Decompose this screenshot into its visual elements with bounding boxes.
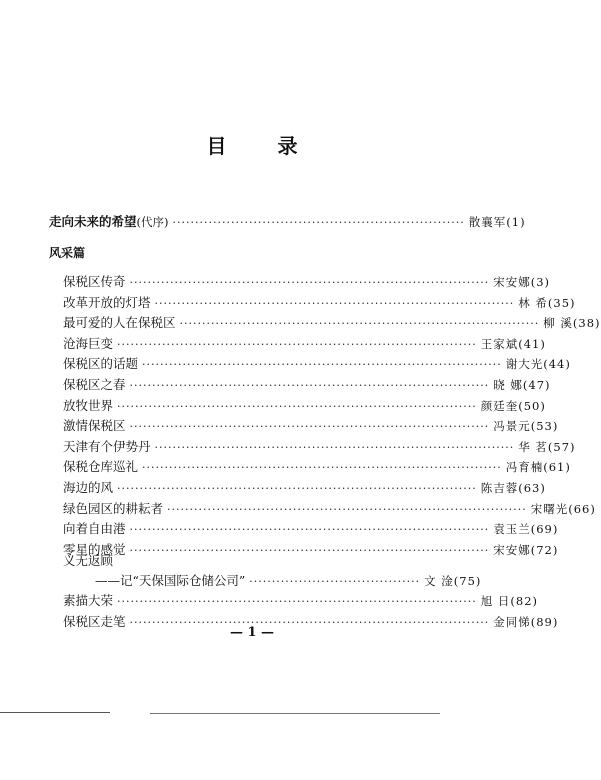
toc-entry bbox=[63, 416, 559, 434]
entry-author: 颜廷奎(50) bbox=[480, 398, 546, 413]
toc-entry bbox=[63, 272, 551, 290]
preface-author: 散襄军(1) bbox=[468, 215, 526, 229]
entry-author: 华 茗(57) bbox=[518, 439, 576, 454]
leader-dots: ················································································ bbox=[142, 461, 502, 475]
entry-title: 海边的风 bbox=[63, 480, 114, 495]
preface-title: 走向未来的希望 bbox=[49, 214, 137, 229]
special-entry-subtitle: ——记“天保国际仓储公司” bbox=[95, 573, 246, 588]
leader-dots: ················································································ bbox=[142, 358, 502, 372]
leader-dots: ················································································ bbox=[129, 276, 490, 289]
entry-author: 陈吉蓉(63) bbox=[480, 481, 546, 495]
entry-title: 保税区之春 bbox=[63, 377, 126, 392]
toc-preface bbox=[49, 212, 526, 230]
entry-title: 零星的感觉 bbox=[63, 541, 126, 557]
leader-dots: ················································································ bbox=[117, 337, 477, 351]
toc-entry bbox=[63, 375, 551, 393]
leader-dots: ················································································ bbox=[154, 440, 515, 454]
entry-author: 金同悌(89) bbox=[493, 614, 559, 629]
entry-author: 冯育楠(61) bbox=[505, 460, 571, 475]
leader-dots: ················································································ bbox=[179, 317, 540, 331]
toc-entry bbox=[63, 457, 571, 475]
entry-title: 保税区传奇 bbox=[63, 274, 126, 289]
toc-entry bbox=[63, 540, 559, 558]
toc-entry bbox=[63, 313, 601, 331]
leader-dots: ················································································ bbox=[129, 379, 490, 392]
entry-title: 绿色园区的耕耘者 bbox=[63, 500, 164, 516]
leader-dots: ················································································ bbox=[117, 595, 477, 608]
leader-dots: ················································································ bbox=[129, 420, 490, 434]
leader-dots: ················································································ bbox=[129, 615, 490, 629]
entry-author: 柳 溪(38) bbox=[543, 316, 601, 331]
toc-entry bbox=[63, 478, 546, 496]
leader-dots: ················································································ bbox=[154, 296, 515, 310]
toc-entry bbox=[63, 499, 596, 517]
entry-author: 冯景元(53) bbox=[493, 419, 559, 434]
entry-title: 放牧世界 bbox=[63, 397, 114, 413]
leader-dots: ······································ bbox=[249, 575, 421, 588]
entry-author: 旭 日(82) bbox=[480, 594, 539, 608]
scan-artifact-line bbox=[0, 712, 110, 713]
page-number: — 1 — bbox=[229, 625, 275, 640]
entry-author: 晓 娜(47) bbox=[493, 378, 551, 392]
leader-dots: ················································································ bbox=[129, 543, 490, 557]
entry-author: 袁玉兰(69) bbox=[493, 522, 559, 537]
entry-title: 最可爱的人在保税区 bbox=[63, 315, 176, 331]
toc-entry bbox=[63, 437, 576, 455]
toc-entry bbox=[63, 396, 546, 414]
entry-author: 林 希(35) bbox=[518, 295, 576, 310]
toc-entry bbox=[63, 591, 539, 609]
leader-dots: ················································································ bbox=[167, 502, 527, 516]
special-entry-author: 文 淦(75) bbox=[424, 574, 482, 588]
entry-title: 天津有个伊势丹 bbox=[63, 438, 151, 454]
entry-author: 谢大光(44) bbox=[505, 357, 571, 372]
entry-author: 宋安娜(72) bbox=[493, 542, 559, 557]
special-entry-title: 义无返顾 bbox=[63, 553, 114, 568]
leader-dots: ································································· bbox=[172, 216, 465, 229]
entry-title: 向着自由港 bbox=[63, 521, 126, 537]
toc-entry bbox=[63, 293, 576, 311]
entry-title: 激情保税区 bbox=[63, 418, 126, 434]
entry-title: 保税仓库巡礼 bbox=[63, 459, 139, 475]
entry-title: 素描大荣 bbox=[63, 593, 114, 608]
entry-author: 王家斌(41) bbox=[480, 336, 546, 351]
special-entry-subline bbox=[95, 571, 482, 589]
entry-title: 保税区的话题 bbox=[63, 356, 139, 372]
toc-entry bbox=[63, 354, 571, 372]
leader-dots: ················································································ bbox=[117, 482, 477, 495]
preface-note: (代序) bbox=[136, 215, 169, 229]
leader-dots: ················································································ bbox=[129, 523, 490, 537]
section-heading: 风采篇 bbox=[49, 246, 86, 260]
entry-title: 沧海巨变 bbox=[63, 335, 114, 351]
toc-entry bbox=[63, 519, 559, 537]
entry-author: 宋曙光(66) bbox=[530, 501, 596, 516]
leader-dots: ················································································ bbox=[117, 399, 477, 413]
toc-entry bbox=[63, 334, 546, 352]
entry-title: 保税区走笔 bbox=[63, 613, 126, 629]
entry-title: 改革开放的灯塔 bbox=[63, 294, 151, 310]
scan-artifact-line bbox=[150, 713, 440, 714]
entry-author: 宋安娜(3) bbox=[493, 275, 551, 289]
page-title: 目 录 bbox=[206, 134, 320, 158]
